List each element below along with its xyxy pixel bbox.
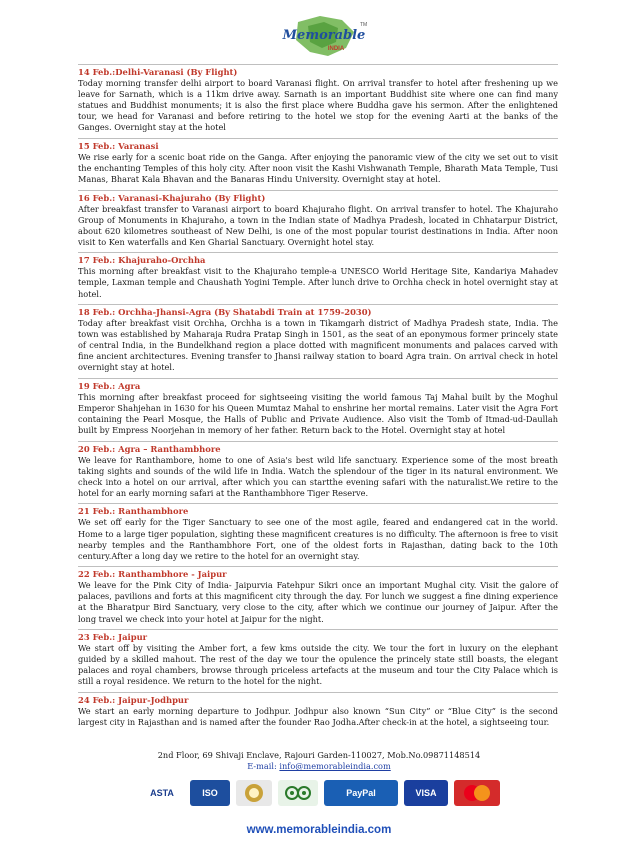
day-description: Today morning transfer delhi airport to board Varanasi flight. On arrival transfer to hotel after freshening up we leave for Sarnath, which is a 11km drive away. Sarnath is an important Buddhist site where one can find many statues and Buddhist monuments; it is also the first place where Buddha gave his sermon. After the enlightened tour, we head for Varanasi and before retiring to the hotel we stop for the evening Aarti at the banks of the Ganges. Overnight stay at the hotel xyxy=(78,78,558,133)
itinerary-day xyxy=(78,138,558,185)
itinerary-day xyxy=(78,566,558,624)
itinerary-day xyxy=(78,692,558,728)
logo-text: Memorable xyxy=(282,28,366,43)
website-url[interactable]: www.memorableindia.com xyxy=(246,824,392,836)
itinerary-day xyxy=(78,503,558,561)
divider xyxy=(78,692,558,693)
divider xyxy=(78,503,558,504)
mastercard-logo-icon xyxy=(454,780,500,806)
divider xyxy=(78,378,558,379)
day-description: We leave for the Pink City of India- Jaipurvia Fatehpur Sikri once an important Mughal city. Visit the galore of palaces, pavilions and forts at this magnificent city through the day. For lunch we suggest a fine dining experience at the Bharatpur Bird Sanctuary, very close to the city, after which we continue our journey of Jaipur. After the long travel we check into your hotel at Jaipur for the night. xyxy=(78,580,558,624)
divider xyxy=(78,138,558,139)
itinerary-day xyxy=(78,190,558,248)
day-title: 17 Feb.: Khajuraho-Orchha xyxy=(78,255,206,266)
divider xyxy=(78,64,558,65)
day-title: 22 Feb.: Ranthambhore - Jaipur xyxy=(78,569,227,580)
day-description: This morning after breakfast proceed for sightseeing visiting the world famous Taj Mahal built by the Moghul Emperor Shahjehan in 1630 for his Queen Mumtaz Mahal to enshrine her mortal remains. Later visit the Agra Fort containing the Pearl Mosque, the Halls of Public and Private Audience. Also visit the Tomb of Itmad-ud-Daullah built by Empress Noorjehan in memory of her father. Return back to the Hotel. Overnight stay at hotel xyxy=(78,391,558,436)
day-description: We leave for Ranthambore, home to one of Asia's best wild life sanctuary. Experience some of the most breath taking sights and sounds of the wild life in India. Watch the splendour of the tiger in its natural environment. We check into a hotel on our arrival, after which you can startthe evening safari with the naturalist.We retire to the hotel for an early morning safari at the Ranthambhore Tiger Reserve. xyxy=(78,454,558,498)
paypal-logo-icon: PayPal xyxy=(324,780,398,806)
day-title: 16 Feb.: Varanasi-Khajuraho (By Flight) xyxy=(78,192,266,203)
divider xyxy=(78,252,558,253)
itinerary-day xyxy=(78,629,558,687)
company-logo xyxy=(280,12,368,64)
day-title: 21 Feb.: Ranthambhore xyxy=(78,506,189,517)
day-description: After breakfast transfer to Varanasi airport to board Khajuraho flight. On arrival transfer to hotel. The Khajuraho Group of Monuments in Khajuraho, a town in the Indian state of Madhya Pradesh, located in Chhatarpur District, about 620 kilometres southeast of New Delhi, is one of the most popular tourist destinations in India. After noon visit to Ken waterfalls and Ken Gharial Sanctuary. Overnight hotel stay. xyxy=(78,203,558,247)
day-title: 19 Feb.: Agra xyxy=(78,380,141,391)
footer xyxy=(0,750,638,772)
iso-logo-icon: ISO xyxy=(190,780,230,806)
divider xyxy=(78,629,558,630)
footer-address: 2nd Floor, 69 Shivaji Enclave, Rajouri Garden-110027, Mob.No.09871148514 xyxy=(157,750,481,760)
award-seal-icon xyxy=(236,780,272,806)
logo-subtext: INDIA xyxy=(327,46,345,52)
itinerary-day xyxy=(78,252,558,299)
day-title: 15 Feb.: Varanasi xyxy=(78,140,159,151)
day-title: 23 Feb.: Jaipur xyxy=(78,631,148,642)
divider xyxy=(78,441,558,442)
day-title: 18 Feb.: Orchha-Jhansi-Agra (By Shatabdi Train at 1759-2030) xyxy=(78,306,372,317)
day-description: We set off early for the Tiger Sanctuary to see one of the most agile, feared and endangered cat in the world. Home to a large tiger population, sighting these magnificent creatures is no difficulty. The afternoon is free to visit nearby temples and the Ranthambhore Fort, one of the oldest forts in Rajasthan, dating back to the 10th century.After a long day we retire to the hotel for an overnight stay. xyxy=(78,517,558,561)
footer-email-label: E-mail: xyxy=(247,761,280,771)
itinerary-day xyxy=(78,64,558,134)
footer-email-link[interactable]: info@memorableindia.com xyxy=(279,761,391,771)
footer-email-line xyxy=(0,761,638,772)
day-description: We start off by visiting the Amber fort, a few kms outside the city. We tour the fort in luxury on the elephant guided by a skilled mahout. The rest of the day we tour the opulence the princely state still boasts, the elegant palaces and royal chambers, browse through priceless artefacts at the museum and tour the City Palace which is still a royal residence. We return to the hotel for the night. xyxy=(78,642,558,687)
day-description: We start an early morning departure to Jodhpur. Jodhpur also known “Sun City” or “Blue City” is the second largest city in Rajasthan and is named after the founder Rao Jodha.After check-in at the hotel, a sightseeing tour. xyxy=(78,705,558,727)
itinerary-content xyxy=(78,64,558,732)
divider xyxy=(78,190,558,191)
itinerary-day xyxy=(78,378,558,436)
day-title: 20 Feb.: Agra – Ranthambhore xyxy=(78,443,221,454)
itinerary-day xyxy=(78,441,558,499)
itinerary-day xyxy=(78,304,558,374)
divider xyxy=(78,304,558,305)
tripadvisor-owl-icon xyxy=(278,780,318,806)
logo-trademark: TM xyxy=(360,22,368,28)
visa-logo-icon: VISA xyxy=(404,780,448,806)
day-description: We rise early for a scenic boat ride on the Ganga. After enjoying the panoramic view of the city we set out to visit the enchanting Temples of this holy city. After noon visit the Kashi Vishwanath Temple, Bharath Mata Temple, Tusi Manas, Bharat Kala Bhavan and the Banaras Hindu University. Overnight stay at hotel. xyxy=(78,151,558,185)
asta-logo-icon: ASTA xyxy=(140,780,184,806)
partner-badges xyxy=(140,778,500,808)
day-title: 24 Feb.: Jaipur-Jodhpur xyxy=(78,694,189,705)
day-description: Today after breakfast visit Orchha, Orchha is a town in Tikamgarh district of Madhya Pradesh state, India. The town was established by Maharaja Rudra Pratap Singh in 1501, as the seat of an eponymous former princely state of central India, in the Bundelkhand region a place dotted with magnificent monuments and palaces carved with fine ancient architectures. Evening transfer to Jhansi railway station to board Agra train. On arrival check in hotel overnight stay at hotel. xyxy=(78,318,558,373)
divider xyxy=(78,566,558,567)
day-description: This morning after breakfast visit to the Khajuraho temple-a UNESCO World Heritage Site, Kandariya Mahadev temple, Laxman temple and Chaushath Yogini Temple. After lunch drive to Orchha check in hotel overnight stay at hotel. xyxy=(78,266,558,299)
day-title: 14 Feb.:Delhi-Varanasi (By Flight) xyxy=(78,67,238,77)
